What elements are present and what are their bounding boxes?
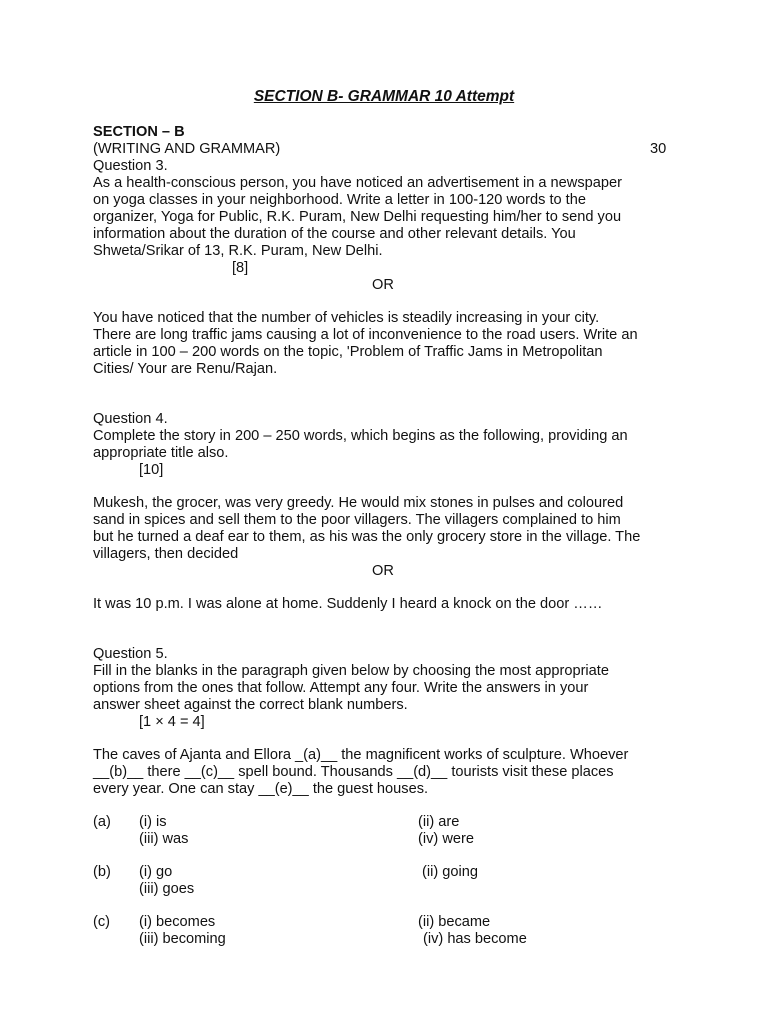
option-choice: (iv) were (418, 831, 474, 847)
q5-passage-line: __(b)__ there __(c)__ spell bound. Thousands __(d)__ tourists visit these places (93, 764, 614, 780)
q4-story-line: villagers, then decided (93, 546, 239, 562)
q5-line: options from the ones that follow. Attempt any four. Write the answers in your (93, 680, 589, 696)
q5-marks: [1 × 4 = 4] (139, 714, 205, 730)
option-choice: (i) becomes (139, 914, 216, 930)
q5-line: Fill in the blanks in the paragraph given below by choosing the most appropriate (93, 663, 609, 679)
section-heading: SECTION – B (93, 124, 185, 140)
q4-line: appropriate title also. (93, 445, 229, 461)
q4-story-line: sand in spices and sell them to the poor villagers. The villagers complained to him (93, 512, 621, 528)
section-marks: 30 (650, 141, 667, 157)
q4-or: OR (372, 563, 394, 579)
q5-passage-line: every year. One can stay __(e)__ the guest houses. (93, 781, 429, 797)
option-choice: (ii) became (418, 914, 491, 930)
section-subheading-text: (WRITING AND GRAMMAR) (93, 141, 281, 157)
q3-line: information about the duration of the course and other relevant details. You (93, 226, 576, 242)
q3-alt-line: Cities/ Your are Renu/Rajan. (93, 361, 278, 377)
q3-marks: [8] (232, 260, 249, 276)
q5-passage-line: The caves of Ajanta and Ellora _(a)__ the magnificent works of sculpture. Whoever (93, 747, 629, 763)
q3-line: on yoga classes in your neighborhood. Write a letter in 100-120 words to the (93, 192, 586, 208)
option-choice: (iv) has become (423, 931, 527, 947)
q3-line: As a health-conscious person, you have noticed an advertisement in a newspaper (93, 175, 622, 191)
option-choice: (i) go (139, 864, 173, 880)
q3-alt-line: You have noticed that the number of vehicles is steadily increasing in your city. (93, 310, 600, 326)
option-choice: (ii) going (422, 864, 478, 880)
q4-alt-line: It was 10 p.m. I was alone at home. Suddenly I heard a knock on the door …… (93, 596, 603, 612)
option-key: (c) (93, 914, 111, 930)
q3-or: OR (372, 277, 394, 293)
option-choice: (iii) was (139, 831, 189, 847)
option-choice: (i) is (139, 814, 167, 830)
page-title: SECTION B- GRAMMAR 10 Attempt (253, 88, 515, 105)
q3-alt-line: There are long traffic jams causing a lot of inconvenience to the road users. Write an (93, 327, 638, 343)
option-choice: (iii) becoming (139, 931, 226, 947)
option-choice: (ii) are (418, 814, 460, 830)
q4-marks: [10] (139, 462, 164, 478)
q3-line: organizer, Yoga for Public, R.K. Puram, New Delhi requesting him/her to send you (93, 209, 622, 225)
q4-story-line: but he turned a deaf ear to them, as his was the only grocery store in the village. The (93, 529, 641, 545)
q4-story-line: Mukesh, the grocer, was very greedy. He would mix stones in pulses and coloured (93, 495, 624, 511)
option-key: (a) (93, 814, 111, 830)
q5-line: answer sheet against the correct blank numbers. (93, 697, 408, 713)
q4-label: Question 4. (93, 411, 168, 427)
q3-alt-line: article in 100 – 200 words on the topic, 'Problem of Traffic Jams in Metropolitan (93, 344, 603, 360)
option-key: (b) (93, 864, 111, 880)
q5-label: Question 5. (93, 646, 168, 662)
q4-line: Complete the story in 200 – 250 words, which begins as the following, providing an (93, 428, 628, 444)
q3-line: Shweta/Srikar of 13, R.K. Puram, New Delhi. (93, 243, 383, 259)
q3-label: Question 3. (93, 158, 168, 174)
option-choice: (iii) goes (139, 881, 195, 897)
section-subheading (93, 141, 693, 158)
